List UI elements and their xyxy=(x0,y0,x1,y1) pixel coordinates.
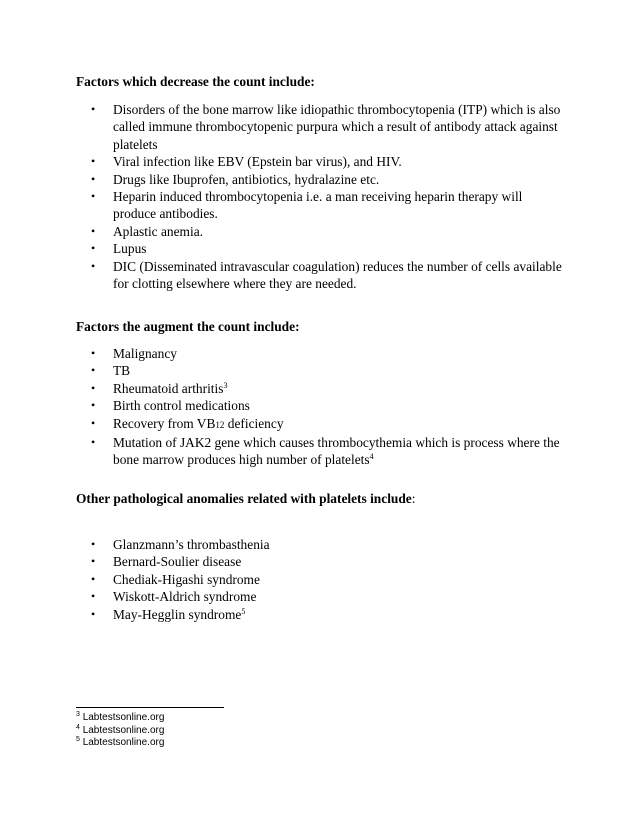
bullet: • xyxy=(91,223,96,238)
bullet: • xyxy=(91,380,96,395)
bullet: • xyxy=(91,398,96,413)
footnote: $^4$ Labtestsonline.org xyxy=(76,723,165,736)
list-item: • Heparin induced thrombocytopenia i.e. a man receiving heparin therapy will produce antibodies. xyxy=(91,189,523,222)
bullet: • xyxy=(91,606,96,621)
section-heading-augment: Factors the augment the count include: xyxy=(76,319,300,334)
bullet: • xyxy=(91,346,96,360)
bullet: • xyxy=(91,571,96,586)
footnote: $^3$ Labtestsonline.org xyxy=(76,711,165,723)
footnote: $^5$ Labtestsonline.org xyxy=(76,736,165,748)
list-item: • Recovery from VB12 deficiency xyxy=(91,415,284,431)
list-item: • Aplastic anemia. xyxy=(91,223,203,239)
bullet: • xyxy=(91,102,96,116)
bullet: • xyxy=(91,171,96,186)
list-item: • Chediak-Higashi syndrome xyxy=(91,571,260,587)
bullet: • xyxy=(91,241,96,256)
list-item: • Mutation of JAK2 gene which causes thrombocythemia which is process where the bone marrow produces high number of platelets$^4$ xyxy=(91,435,560,468)
list-item: • DIC (Disseminated intravascular coagulation) reduces the number of cells available for clotting elsewhere where they are needed. xyxy=(91,258,562,292)
bullet: • xyxy=(91,363,96,378)
list-item: • Birth control medications xyxy=(91,398,250,414)
decrease-factors-list xyxy=(0,101,563,292)
list-item: • Glanzmann’s thrombasthenia xyxy=(91,537,270,552)
footnote-ref: 3 xyxy=(223,380,228,390)
list-item: • TB xyxy=(91,363,131,379)
section-heading-decrease: Factors which decrease the count include: xyxy=(76,74,315,89)
bullet: • xyxy=(91,435,96,450)
bullet: • xyxy=(91,554,96,569)
subscript: 12 xyxy=(215,419,225,430)
section-heading-anomalies: Other pathological anomalies related with platelets include: xyxy=(76,491,416,506)
list-item: • Wiskott-Aldrich syndrome xyxy=(91,589,257,605)
list-item: • Malignancy xyxy=(91,346,177,361)
bullet: • xyxy=(91,589,96,604)
list-item: • Rheumatoid arthritis$^3$ xyxy=(91,380,228,396)
augment-factors-list xyxy=(0,345,563,469)
list-item: • Disorders of the bone marrow like idiopathic thrombocytopenia (ITP) which is also called immune thrombocytopenic purpura which a result of antibody attack against platelets xyxy=(91,102,561,152)
footnotes xyxy=(76,712,164,750)
list-item: • Lupus xyxy=(91,241,147,257)
bullet: • xyxy=(91,154,96,169)
footnote-ref: 5 xyxy=(241,606,246,616)
footnote-separator xyxy=(76,707,224,708)
list-item: • Bernard-Soulier disease xyxy=(91,554,242,570)
bullet: • xyxy=(91,189,96,204)
list-item: • Viral infection like EBV (Epstein bar virus), and HIV. xyxy=(91,154,402,170)
bullet: • xyxy=(91,415,96,430)
footnote-ref: 4 xyxy=(369,452,374,462)
bullet: • xyxy=(91,258,96,273)
anomalies-list xyxy=(0,536,563,623)
list-item: • Drugs like Ibuprofen, antibiotics, hydralazine etc. xyxy=(91,171,380,187)
bullet: • xyxy=(91,537,96,551)
list-item: • May-Hegglin syndrome$^5$ xyxy=(91,606,246,622)
